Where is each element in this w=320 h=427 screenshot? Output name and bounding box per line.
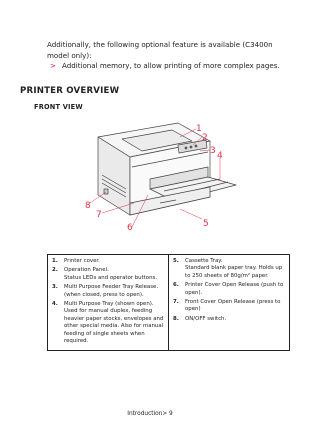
item-number: 1.: [52, 258, 58, 264]
item-number: 2.: [52, 267, 58, 274]
callout-6: 6: [127, 223, 133, 233]
item-text: Front Cover Open Release (press to open): [185, 299, 281, 313]
legend-column-left: [48, 255, 169, 351]
item-number: 5.: [173, 258, 179, 264]
intro-paragraph: Additionally, the following optional feature is available (C3400n model only):: [47, 40, 273, 60]
item-number: 8.: [173, 315, 179, 322]
item-number: 7.: [173, 299, 179, 306]
parts-legend-table: [47, 254, 290, 351]
subsection-title: FRONT VIEW: [34, 103, 83, 111]
table-row: [48, 255, 290, 351]
callout-4: 4: [217, 151, 223, 161]
list-item: [173, 258, 286, 280]
item-text: Operation Panel. Status LEDs and operator buttons.: [64, 267, 158, 281]
list-item: [173, 316, 286, 323]
section-title: PRINTER OVERVIEW: [20, 86, 120, 96]
list-item: [52, 267, 165, 282]
list-item: [173, 299, 286, 314]
item-text: Printer cover.: [64, 258, 100, 264]
item-text: ON/OFF switch.: [185, 315, 227, 322]
item-text: Multi Purpose Feeder Tray Release. (when closed, press to open).: [64, 284, 159, 298]
item-number: 3.: [52, 284, 58, 291]
item-text: Multi Purpose Tray (shown open). Used for manual duplex, feeding heavier paper stocks, envelopes and other special media. Also for manual feeding of single sheets when required.: [64, 301, 164, 345]
item-text: Printer Cover Open Release (push to open).: [185, 282, 284, 296]
list-item: [52, 284, 165, 299]
callout-2: 2: [202, 133, 208, 143]
item-text: Cassette Tray. Standard blank paper tray. Holds up to 250 sheets of 80g/m² paper.: [185, 258, 283, 279]
item-number: 6.: [173, 282, 179, 289]
callout-7: 7: [96, 210, 102, 220]
legend-column-right: [169, 255, 290, 351]
bullet-text: Additional memory, to allow printing of more complex pages.: [62, 61, 280, 70]
callout-1: 1: [196, 124, 202, 134]
printer-front-view-illustration: [60, 115, 260, 235]
callout-8: 8: [85, 201, 91, 211]
callout-5: 5: [203, 219, 209, 229]
item-number: 4.: [52, 301, 58, 308]
list-item: [52, 258, 165, 265]
list-item: [173, 282, 286, 297]
arrow-bullet-icon: >: [50, 61, 56, 70]
page-footer: Introduction> 9: [127, 411, 173, 417]
callout-3: 3: [210, 146, 216, 156]
list-item: [52, 301, 165, 345]
